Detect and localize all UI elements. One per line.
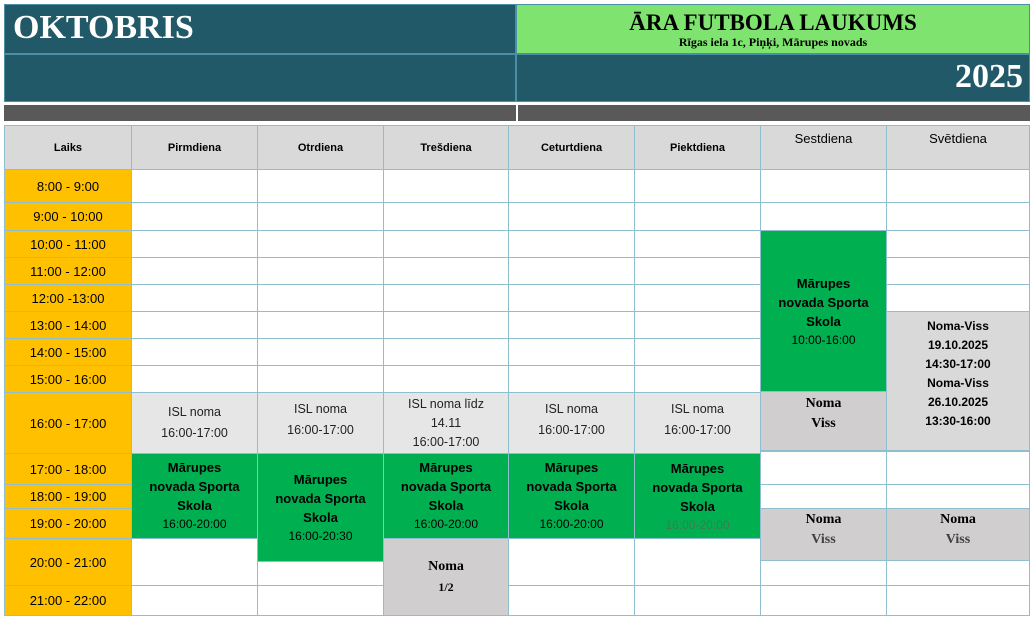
- time-slot: 21:00 - 22:00: [4, 585, 132, 616]
- school-name-line: Skola: [554, 498, 589, 513]
- isl-time: 16:00-17:00: [412, 434, 480, 449]
- school-time: 16:00-20:00: [413, 517, 479, 531]
- school-booking-tuesday: [257, 453, 384, 562]
- noma-viss-label: Viss: [945, 532, 971, 547]
- isl-booking-thursday: [508, 392, 635, 454]
- empty-slot: [508, 284, 635, 312]
- empty-slot: [886, 560, 1030, 586]
- empty-slot: [383, 365, 509, 393]
- time-slot: 19:00 - 20:00: [4, 508, 132, 539]
- col-header-thursday: Ceturtdiena: [508, 125, 635, 170]
- col-header-friday: Piektdiena: [634, 125, 761, 170]
- empty-slot: [634, 169, 761, 203]
- time-slot: 16:00 - 17:00: [4, 392, 132, 454]
- empty-slot: [131, 538, 258, 586]
- empty-slot: [131, 169, 258, 203]
- school-time: 16:00-20:00: [665, 518, 730, 532]
- school-time: 16:00-20:00: [539, 517, 604, 531]
- empty-slot: [257, 169, 384, 203]
- empty-slot: [508, 230, 635, 258]
- empty-slot: [760, 451, 887, 485]
- empty-slot: [634, 365, 761, 393]
- empty-slot: [131, 338, 258, 366]
- empty-slot: [131, 365, 258, 393]
- empty-slot: [886, 230, 1030, 258]
- empty-slot: [634, 311, 761, 339]
- noma-label: Noma: [428, 559, 464, 574]
- school-time: 16:00-20:00: [162, 517, 227, 531]
- noma-viss-label: Viss: [811, 532, 836, 547]
- school-booking-wednesday: [383, 453, 509, 539]
- venue-address: Rīgas iela 1c, Piņķi, Mārupes novads: [678, 35, 868, 49]
- empty-slot: [886, 284, 1030, 312]
- isl-booking-monday: [131, 392, 258, 454]
- noma-booking-saturday-afternoon: [760, 391, 887, 451]
- month-title: OKTOBRIS: [4, 4, 516, 54]
- isl-label: ISL noma: [167, 405, 222, 419]
- header-divider-right: [518, 105, 1030, 121]
- school-name-line: novada Sporta: [652, 480, 743, 495]
- empty-slot: [634, 202, 761, 231]
- empty-slot: [257, 561, 384, 586]
- empty-slot: [131, 230, 258, 258]
- empty-slot: [508, 538, 635, 586]
- empty-slot: [383, 284, 509, 312]
- noma-half-booking-wednesday: [383, 538, 509, 616]
- time-slot: 18:00 - 19:00: [4, 484, 132, 509]
- rental-date: 19.10.2025: [927, 338, 989, 352]
- empty-slot: [634, 338, 761, 366]
- time-slot: 11:00 - 12:00: [4, 257, 132, 285]
- sunday-rental-block: [886, 311, 1030, 451]
- col-header-tuesday: Otrdiena: [257, 125, 384, 170]
- school-name-line: Mārupes: [167, 460, 222, 475]
- empty-slot: [634, 257, 761, 285]
- noma-label: Noma: [940, 512, 976, 527]
- isl-booking-friday: [634, 392, 761, 454]
- venue-header: [516, 4, 1030, 54]
- rental-time: 13:30-16:00: [925, 414, 991, 428]
- time-slot: 15:00 - 16:00: [4, 365, 132, 393]
- empty-slot: [634, 585, 761, 616]
- empty-slot: [383, 230, 509, 258]
- empty-slot: [257, 257, 384, 285]
- empty-slot: [508, 338, 635, 366]
- empty-slot: [508, 202, 635, 231]
- isl-booking-tuesday: [257, 392, 384, 454]
- col-header-saturday: Sestdiena: [760, 125, 887, 170]
- school-time: 16:00-20:30: [288, 529, 353, 543]
- school-name-line: Mārupes: [293, 472, 348, 487]
- empty-slot: [760, 169, 887, 203]
- isl-label: ISL noma: [544, 402, 599, 416]
- school-name-line: Skola: [303, 510, 338, 525]
- noma-viss-label: Viss: [811, 416, 836, 431]
- empty-slot: [257, 284, 384, 312]
- empty-slot: [760, 202, 887, 231]
- school-name-line: Mārupes: [670, 461, 725, 476]
- time-slot: 17:00 - 18:00: [4, 453, 132, 485]
- time-slot: 9:00 - 10:00: [4, 202, 132, 231]
- school-booking-thursday: [508, 453, 635, 539]
- noma-label: Noma: [805, 512, 842, 527]
- empty-slot: [760, 484, 887, 509]
- isl-time: 16:00-17:00: [161, 426, 228, 440]
- empty-slot: [257, 202, 384, 231]
- rental-date: 26.10.2025: [927, 395, 989, 409]
- empty-slot: [131, 257, 258, 285]
- time-slot: 20:00 - 21:00: [4, 538, 132, 586]
- empty-slot: [760, 585, 887, 616]
- noma-label: Noma: [805, 396, 842, 411]
- empty-slot: [886, 257, 1030, 285]
- col-header-time: Laiks: [4, 125, 132, 170]
- empty-slot: [886, 202, 1030, 231]
- empty-slot: [383, 338, 509, 366]
- isl-date: 14.11: [430, 415, 462, 430]
- school-name-line: Skola: [428, 498, 464, 513]
- isl-time: 16:00-17:00: [538, 423, 605, 437]
- col-header-monday: Pirmdiena: [131, 125, 258, 170]
- school-name-line: novada Sporta: [778, 294, 869, 310]
- empty-slot: [257, 311, 384, 339]
- empty-slot: [257, 365, 384, 393]
- col-header-wednesday: Trešdiena: [383, 125, 509, 170]
- empty-slot: [634, 230, 761, 258]
- empty-slot: [508, 365, 635, 393]
- school-time: 10:00-16:00: [791, 332, 856, 347]
- school-booking-friday: [634, 453, 761, 539]
- time-slot: 14:00 - 15:00: [4, 338, 132, 366]
- school-booking-saturday: [760, 230, 887, 392]
- school-name-line: novada Sporta: [526, 479, 617, 494]
- empty-slot: [383, 202, 509, 231]
- noma-booking-sunday-evening: [886, 508, 1030, 561]
- time-slot: 8:00 - 9:00: [4, 169, 132, 203]
- school-name-line: novada Sporta: [400, 479, 492, 494]
- school-name-line: novada Sporta: [275, 491, 366, 506]
- school-name-line: Skola: [806, 313, 841, 329]
- school-name-line: Skola: [177, 498, 212, 513]
- isl-label: ISL noma līdz: [408, 396, 484, 411]
- time-slot: 13:00 - 14:00: [4, 311, 132, 339]
- empty-slot: [131, 585, 258, 616]
- noma-booking-saturday-evening: [760, 508, 887, 561]
- rental-label: Noma-Viss: [927, 319, 989, 333]
- empty-slot: [886, 585, 1030, 616]
- rental-label: Noma-Viss: [927, 376, 989, 390]
- school-name-line: Skola: [680, 499, 715, 514]
- rental-time: 14:30-17:00: [925, 357, 991, 371]
- empty-slot: [257, 585, 384, 616]
- isl-label: ISL noma: [670, 402, 725, 416]
- school-name-line: Mārupes: [544, 460, 599, 475]
- isl-time: 16:00-17:00: [664, 423, 731, 437]
- empty-slot: [131, 311, 258, 339]
- empty-slot: [508, 257, 635, 285]
- isl-booking-wednesday: [383, 392, 509, 454]
- header-blank: [4, 54, 516, 102]
- isl-time: 16:00-17:00: [287, 423, 354, 437]
- empty-slot: [634, 284, 761, 312]
- empty-slot: [257, 230, 384, 258]
- school-name-line: Mārupes: [796, 275, 851, 291]
- empty-slot: [257, 338, 384, 366]
- col-header-sunday: Svētdiena: [886, 125, 1030, 170]
- empty-slot: [383, 311, 509, 339]
- empty-slot: [886, 169, 1030, 203]
- empty-slot: [383, 257, 509, 285]
- empty-slot: [131, 284, 258, 312]
- empty-slot: [886, 484, 1030, 509]
- empty-slot: [634, 538, 761, 586]
- empty-slot: [131, 202, 258, 231]
- empty-slot: [383, 169, 509, 203]
- venue-title: ĀRA FUTBOLA LAUKUMS: [629, 10, 917, 35]
- empty-slot: [886, 451, 1030, 485]
- time-slot: 12:00 -13:00: [4, 284, 132, 312]
- empty-slot: [508, 585, 635, 616]
- header-divider-left: [4, 105, 516, 121]
- empty-slot: [760, 560, 887, 586]
- empty-slot: [508, 169, 635, 203]
- isl-label: ISL noma: [293, 402, 348, 416]
- time-slot: 10:00 - 11:00: [4, 230, 132, 258]
- school-booking-monday: [131, 453, 258, 539]
- noma-half-label: 1/2: [438, 580, 454, 594]
- school-name-line: novada Sporta: [149, 479, 240, 494]
- year-title: 2025: [516, 54, 1030, 102]
- school-name-line: Mārupes: [419, 460, 473, 475]
- empty-slot: [508, 311, 635, 339]
